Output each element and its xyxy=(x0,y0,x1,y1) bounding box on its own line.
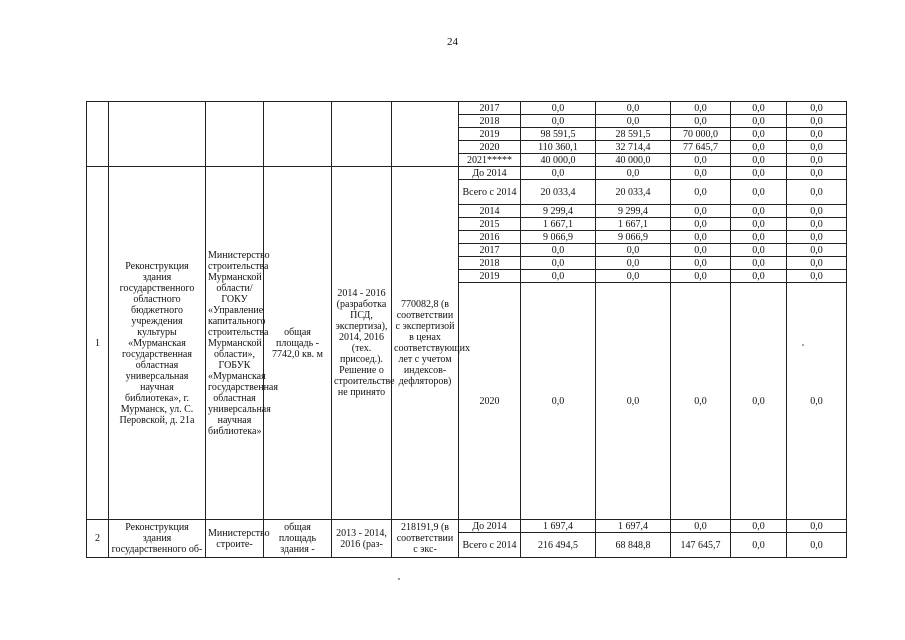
scan-speck xyxy=(802,344,804,346)
cell-value: 0,0 xyxy=(787,270,847,283)
cell-value: 0,0 xyxy=(671,283,731,520)
cell-year: 2020 xyxy=(459,141,521,154)
cell-customer-empty xyxy=(206,102,264,167)
cell-value: 0,0 xyxy=(731,218,787,231)
cell-value: 0,0 xyxy=(731,128,787,141)
cell-value: 0,0 xyxy=(671,154,731,167)
cell-value: 0,0 xyxy=(731,533,787,558)
cell-value: 0,0 xyxy=(731,283,787,520)
cell-value: 0,0 xyxy=(596,257,671,270)
cell-customer: Министерство строите- xyxy=(206,520,264,558)
cell-value: 9 066,9 xyxy=(521,231,596,244)
cell-year: Всего с 2014 xyxy=(459,180,521,205)
cell-value: 0,0 xyxy=(787,141,847,154)
cell-value: 216 494,5 xyxy=(521,533,596,558)
cell-value: 1 667,1 xyxy=(596,218,671,231)
cell-value: 68 848,8 xyxy=(596,533,671,558)
cell-value: 20 033,4 xyxy=(596,180,671,205)
cell-value: 77 645,7 xyxy=(671,141,731,154)
cell-value: 0,0 xyxy=(671,270,731,283)
cell-value: 0,0 xyxy=(731,244,787,257)
cell-value: 0,0 xyxy=(787,115,847,128)
cell-value: 0,0 xyxy=(596,244,671,257)
cell-year: 2017 xyxy=(459,244,521,257)
cell-value: 9 299,4 xyxy=(596,205,671,218)
investment-table xyxy=(86,101,847,558)
cell-year: Всего с 2014 xyxy=(459,533,521,558)
cell-year: 2017 xyxy=(459,102,521,115)
cell-year: 2020 xyxy=(459,283,521,520)
cell-value: 0,0 xyxy=(787,231,847,244)
cell-capacity: общая площадь - 7742,0 кв. м xyxy=(264,167,332,520)
cell-value: 110 360,1 xyxy=(521,141,596,154)
cell-value: 0,0 xyxy=(521,283,596,520)
cell-value: 70 000,0 xyxy=(671,128,731,141)
cell-value: 0,0 xyxy=(787,180,847,205)
cell-value: 0,0 xyxy=(671,167,731,180)
cell-value: 0,0 xyxy=(787,520,847,533)
cell-estimated-cost: 218191,9 (в соответствии с экс- xyxy=(392,520,459,558)
cell-value: 0,0 xyxy=(521,257,596,270)
cell-value: 9 299,4 xyxy=(521,205,596,218)
cell-value: 0,0 xyxy=(731,102,787,115)
cell-value: 1 697,4 xyxy=(596,520,671,533)
cell-capacity-empty xyxy=(264,102,332,167)
cell-value: 0,0 xyxy=(787,533,847,558)
cell-year: 2016 xyxy=(459,231,521,244)
cell-year: 2014 xyxy=(459,205,521,218)
cell-value: 40 000,0 xyxy=(521,154,596,167)
cell-value: 0,0 xyxy=(731,231,787,244)
cell-value: 0,0 xyxy=(596,115,671,128)
cell-value: 9 066,9 xyxy=(596,231,671,244)
cell-year: 2018 xyxy=(459,115,521,128)
cell-year: 2019 xyxy=(459,270,521,283)
cell-value: 0,0 xyxy=(671,231,731,244)
cell-value: 0,0 xyxy=(596,270,671,283)
cell-value: 0,0 xyxy=(671,115,731,128)
cell-period-empty xyxy=(332,102,392,167)
cell-value: 0,0 xyxy=(731,205,787,218)
cell-value: 28 591,5 xyxy=(596,128,671,141)
cell-value: 0,0 xyxy=(671,205,731,218)
cell-cost-empty xyxy=(392,102,459,167)
cell-value: 0,0 xyxy=(787,154,847,167)
cell-value: 98 591,5 xyxy=(521,128,596,141)
cell-row-number: 1 xyxy=(87,167,109,520)
page-number: 24 xyxy=(447,36,458,48)
cell-value: 0,0 xyxy=(521,102,596,115)
cell-value: 0,0 xyxy=(521,270,596,283)
cell-value: 0,0 xyxy=(521,115,596,128)
table-row xyxy=(87,102,847,115)
cell-value: 0,0 xyxy=(787,167,847,180)
cell-row-number: 2 xyxy=(87,520,109,558)
cell-value: 40 000,0 xyxy=(596,154,671,167)
cell-capacity: общая площадь здания - xyxy=(264,520,332,558)
cell-value: 0,0 xyxy=(521,244,596,257)
cell-value: 0,0 xyxy=(731,141,787,154)
cell-value: 147 645,7 xyxy=(671,533,731,558)
table-row xyxy=(87,520,847,533)
cell-value: 0,0 xyxy=(731,520,787,533)
cell-period: 2013 - 2014, 2016 (раз- xyxy=(332,520,392,558)
cell-year: До 2014 xyxy=(459,167,521,180)
cell-value: 0,0 xyxy=(787,128,847,141)
cell-period: 2014 - 2016 (разработка ПСД, экспертиза), 2014, 2016 (тех. присоед.). Решение о строительстве не принято xyxy=(332,167,392,520)
cell-object-name: Реконструкция здания государственного об- xyxy=(109,520,206,558)
cell-year: 2018 xyxy=(459,257,521,270)
cell-value: 0,0 xyxy=(787,218,847,231)
cell-value: 0,0 xyxy=(521,167,596,180)
cell-num-empty xyxy=(87,102,109,167)
cell-value: 0,0 xyxy=(596,283,671,520)
cell-value: 0,0 xyxy=(787,257,847,270)
cell-year: 2015 xyxy=(459,218,521,231)
cell-year: 2019 xyxy=(459,128,521,141)
cell-year: 2021***** xyxy=(459,154,521,167)
cell-customer: Министерство строительства Мурманской области/ ГОКУ «Управление капитального строительства Мурманской области», ГОБУК «Мурманская государственная областная универсальная научная библиотека» xyxy=(206,167,264,520)
scan-speck xyxy=(398,578,400,580)
cell-value: 0,0 xyxy=(731,167,787,180)
cell-value: 0,0 xyxy=(671,180,731,205)
cell-value: 0,0 xyxy=(596,167,671,180)
cell-year: До 2014 xyxy=(459,520,521,533)
table-row xyxy=(87,167,847,180)
cell-value: 0,0 xyxy=(671,520,731,533)
cell-value: 0,0 xyxy=(731,115,787,128)
cell-value: 0,0 xyxy=(731,154,787,167)
cell-estimated-cost: 770082,8 (в соответствии с экспертизой в ценах соответствующих лет с учетом индексов-дефляторов) xyxy=(392,167,459,520)
cell-object-empty xyxy=(109,102,206,167)
cell-value: 32 714,4 xyxy=(596,141,671,154)
cell-value: 0,0 xyxy=(787,244,847,257)
cell-value: 0,0 xyxy=(787,283,847,520)
cell-value: 0,0 xyxy=(731,257,787,270)
cell-value: 1 667,1 xyxy=(521,218,596,231)
cell-value: 0,0 xyxy=(671,218,731,231)
cell-value: 0,0 xyxy=(787,102,847,115)
cell-value: 0,0 xyxy=(731,180,787,205)
cell-value: 0,0 xyxy=(596,102,671,115)
cell-value: 0,0 xyxy=(731,270,787,283)
cell-value: 0,0 xyxy=(671,102,731,115)
cell-object-name: Реконструкция здания государственного областного бюджетного учреждения культуры «Мурманская государственная областная универсальная научная библиотека», г. Мурманск, ул. С. Перовской, д. 21а xyxy=(109,167,206,520)
cell-value: 0,0 xyxy=(671,257,731,270)
cell-value: 20 033,4 xyxy=(521,180,596,205)
cell-value: 0,0 xyxy=(787,205,847,218)
cell-value: 0,0 xyxy=(671,244,731,257)
cell-value: 1 697,4 xyxy=(521,520,596,533)
